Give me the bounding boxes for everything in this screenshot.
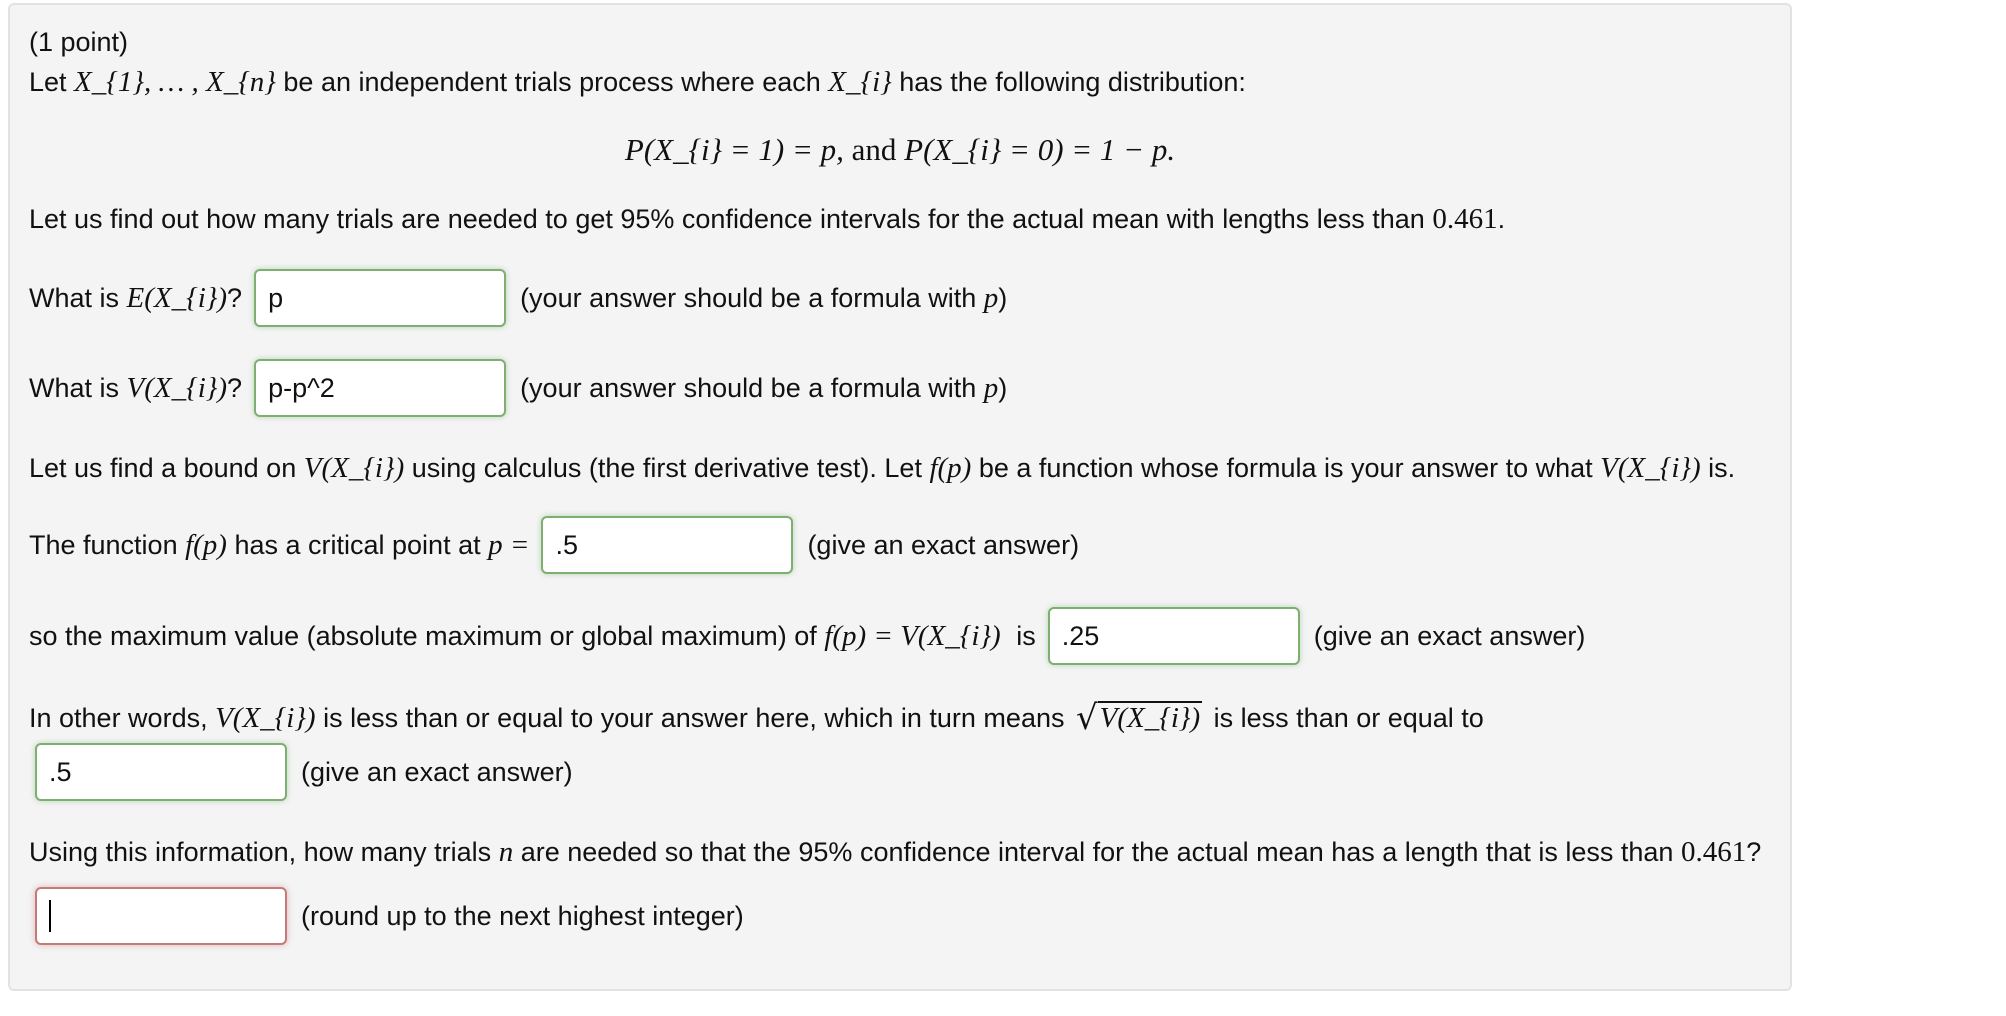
math-v-xi: V(X_{i}) (126, 371, 228, 404)
distribution-equation (0, 120, 1800, 180)
math-and: and (843, 132, 905, 167)
math-f-p: f(p) (185, 528, 227, 561)
text: is less than or equal to (1206, 702, 1484, 733)
text: . (1497, 203, 1506, 234)
text: using calculus (the first derivative test). Let (404, 452, 930, 483)
text: so the maximum value (absolute maximum or global maximum) of (29, 620, 825, 651)
text: is. (1700, 452, 1736, 483)
max-value-input[interactable] (1048, 607, 1300, 665)
text: Let us find a bound on (29, 452, 304, 483)
critical-point-input[interactable] (541, 516, 793, 574)
text-caret (49, 900, 51, 932)
text: be a function whose formula is your answer to what (971, 452, 1601, 483)
input-value: .5 (49, 756, 72, 787)
text: What is (29, 282, 127, 313)
math-e-xi: E(X_{i}) (126, 281, 228, 314)
text: Let (29, 66, 75, 97)
text: has a critical point at (226, 529, 489, 560)
math-p: p (983, 371, 999, 404)
hint: (give an exact answer) (807, 529, 1080, 560)
math-p: p (983, 281, 999, 314)
trials-answer-row (23, 886, 744, 946)
max-value-question (29, 606, 1585, 666)
text: What is (29, 372, 127, 403)
hint: (give an exact answer) (301, 756, 573, 787)
math-v-xi: V(X_{i}) (215, 701, 316, 734)
points-text: (1 point) (29, 26, 129, 57)
trials-answer-input[interactable] (35, 887, 287, 945)
text: is (1008, 620, 1036, 651)
mean-question (29, 268, 1007, 328)
sqrt-answer-input[interactable] (35, 743, 287, 801)
input-value: p-p^2 (268, 372, 335, 403)
hint: ) (998, 372, 1008, 403)
math-v-xi: V(X_{i}) (1099, 702, 1201, 735)
sqrt-line (29, 688, 1484, 748)
text: be an independent trials process where each (275, 66, 829, 97)
text: The function (29, 529, 186, 560)
text: Using this information, how many trials (29, 836, 499, 867)
radical-sign: √ (1075, 698, 1098, 738)
text: Let us find out how many trials are needed to get 95% confidence intervals for the actual mean with lengths less than (29, 203, 1433, 234)
intro-line (29, 52, 1246, 112)
input-value: .5 (555, 529, 578, 560)
bound-line (29, 438, 1735, 498)
mean-answer-input[interactable] (254, 269, 506, 327)
hint: (your answer should be a formula with (520, 282, 984, 313)
variance-answer-input[interactable] (254, 359, 506, 417)
math-sqrt-v-xi (1075, 698, 1202, 738)
text: ? (1746, 836, 1762, 867)
hint: (your answer should be a formula with (520, 372, 984, 403)
hint: ) (998, 282, 1008, 313)
math-length: 0.461 (1432, 202, 1498, 235)
sqrt-answer-row (23, 742, 573, 802)
goal-line (29, 189, 1505, 249)
hint: (give an exact answer) (1313, 620, 1586, 651)
text: is less than or equal to your answer here, which in turn means (315, 702, 1072, 733)
math-x1-xn: X_{1}, … , X_{n} (74, 65, 276, 98)
math-p-equals: p = (488, 528, 530, 561)
math-length: 0.461 (1680, 835, 1747, 868)
math-p-xi-1: P(X_{i} = 1) = p, (624, 132, 844, 167)
math-f-p: f(p) (929, 451, 972, 484)
input-value: p (268, 282, 284, 313)
math-p-xi-0: P(X_{i} = 0) = 1 − p. (904, 132, 1176, 167)
trials-question (29, 822, 1761, 882)
text: has the following distribution: (891, 66, 1246, 97)
hint: (round up to the next highest integer) (301, 900, 744, 931)
math-xi: X_{i} (828, 65, 892, 98)
text: In other words, (29, 702, 216, 733)
text: ? (227, 372, 243, 403)
variance-question (29, 358, 1007, 418)
text: ? (227, 282, 243, 313)
math-v-xi: V(X_{i}) (1600, 451, 1701, 484)
math-v-xi: V(X_{i}) (303, 451, 405, 484)
input-value: .25 (1061, 620, 1100, 651)
math-f-p-v-xi: f(p) = V(X_{i}) (824, 619, 1001, 652)
math-n: n (498, 835, 514, 868)
text: are needed so that the 95% confidence interval for the actual mean has a length that is less than (513, 836, 1681, 867)
critical-point-question (29, 515, 1079, 575)
